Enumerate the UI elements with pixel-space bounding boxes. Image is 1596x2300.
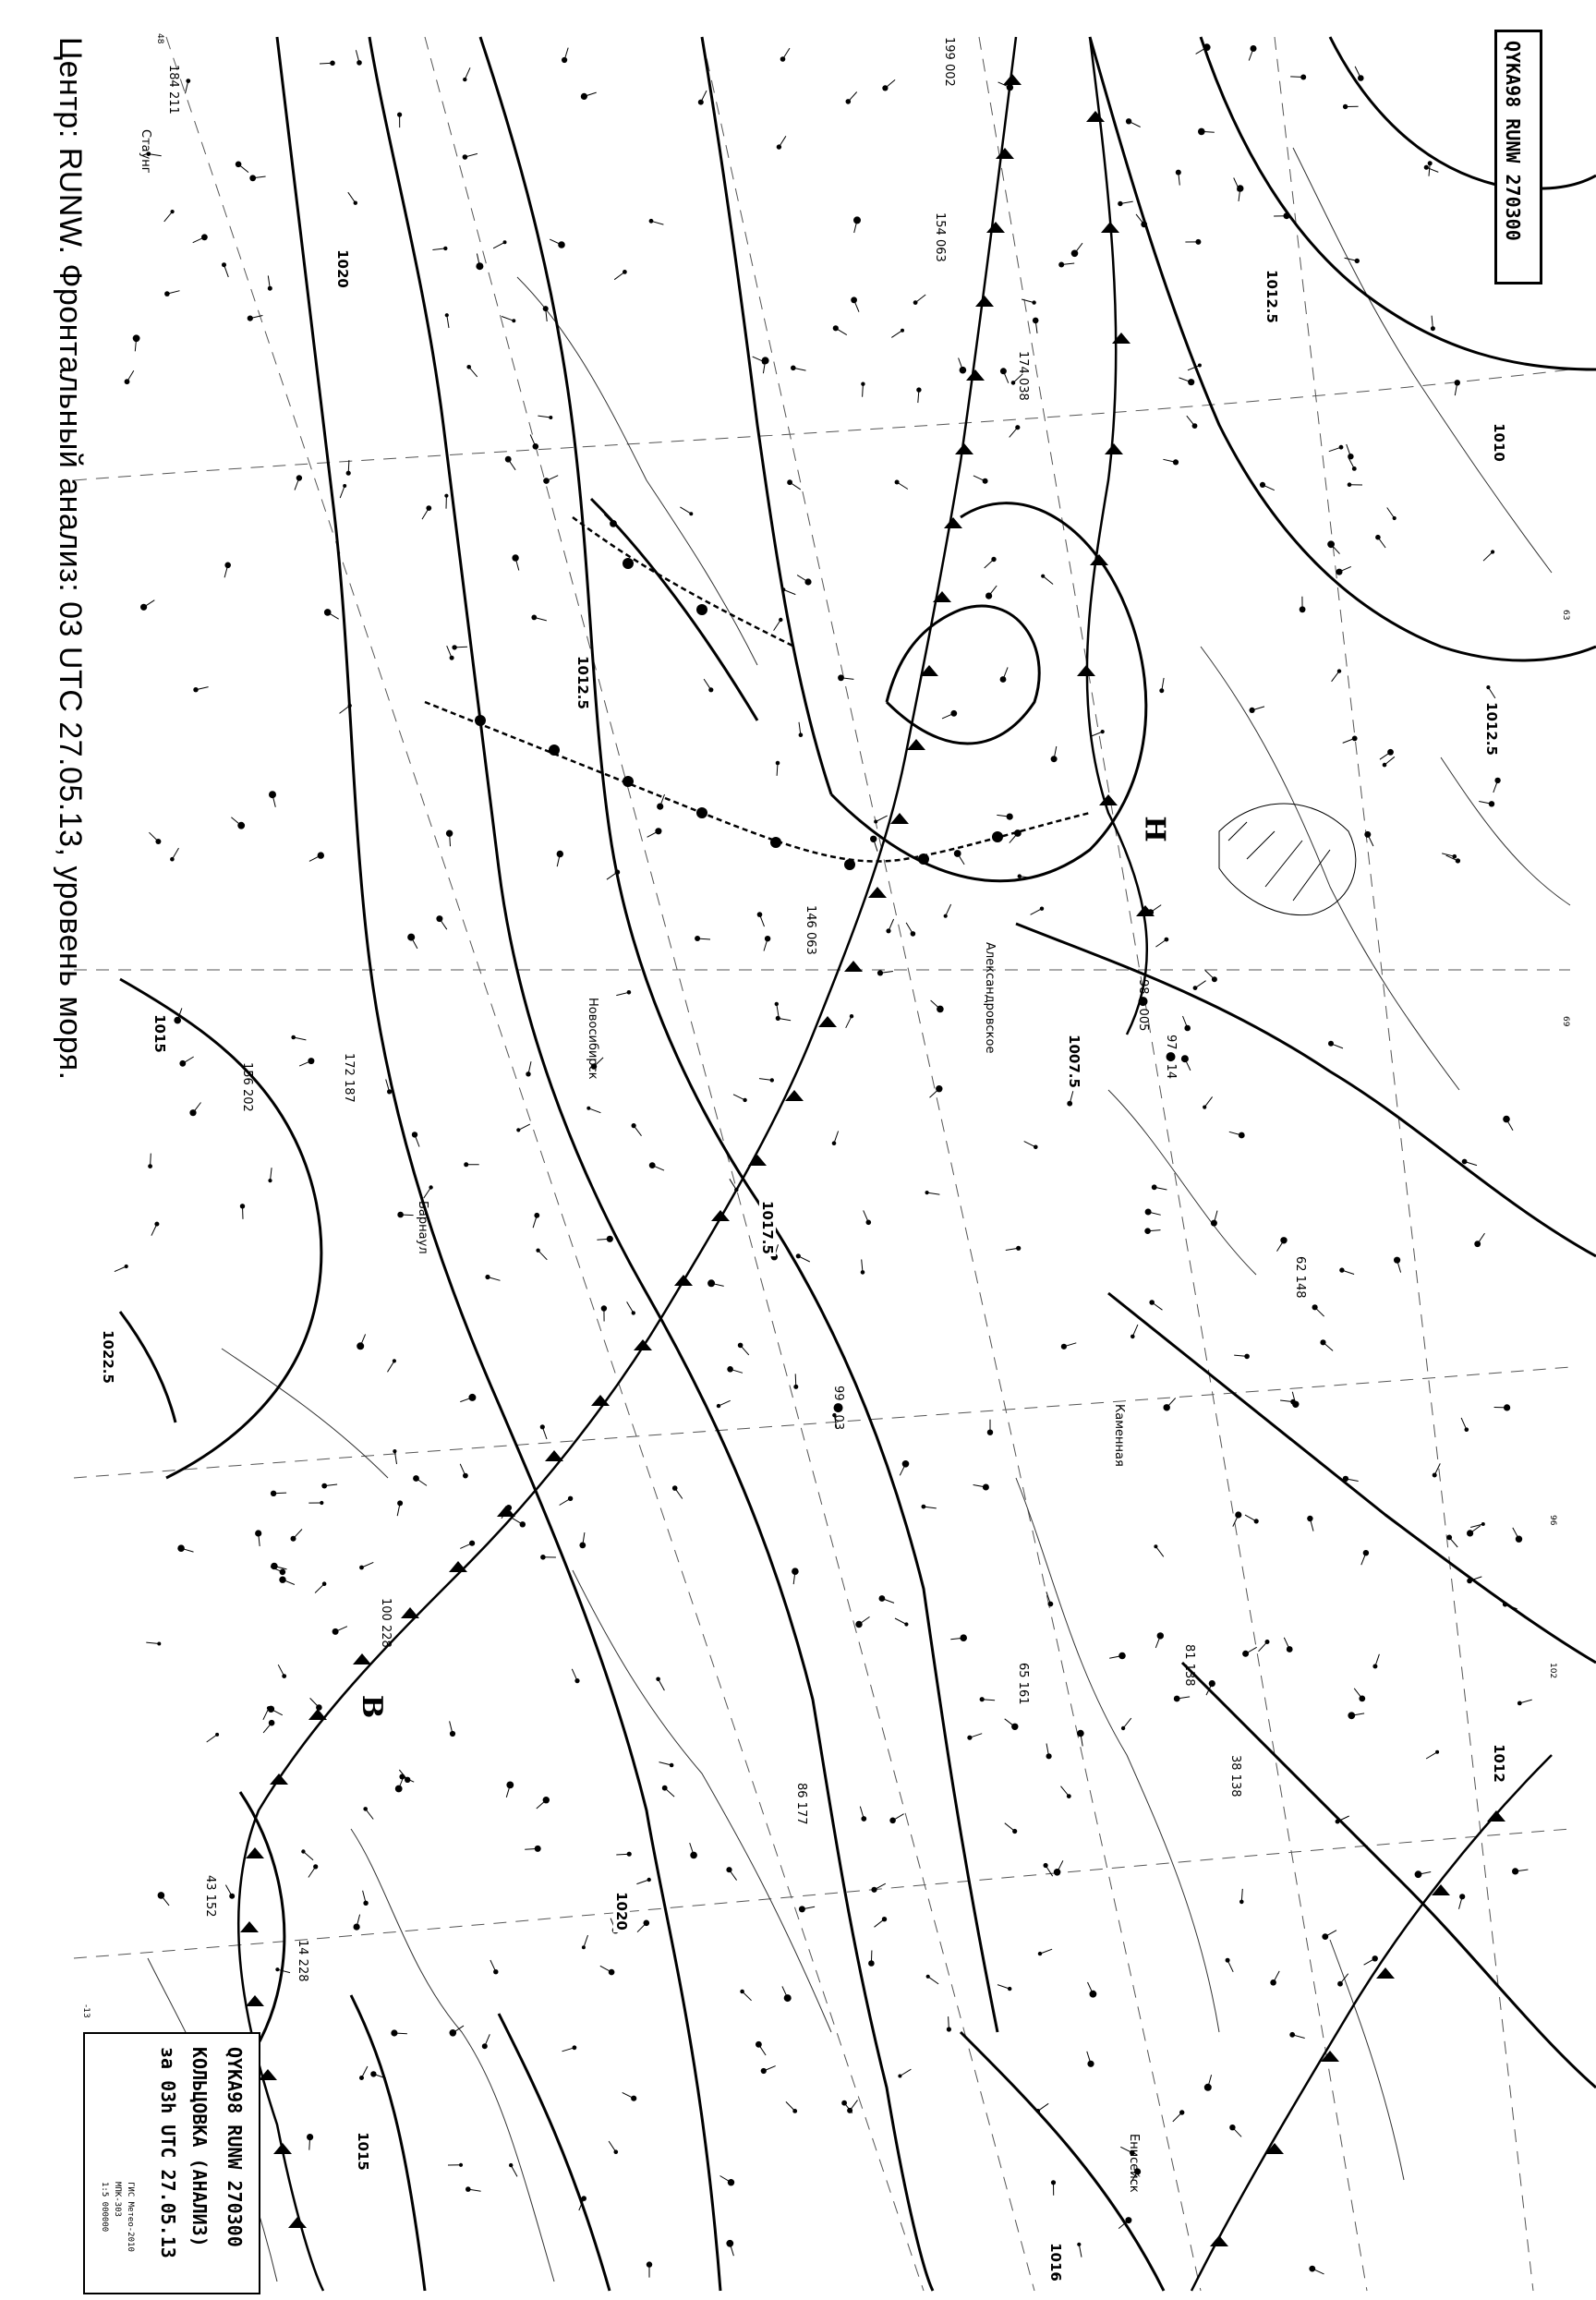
- station-dot: [280, 1569, 286, 1576]
- isobar-label: 1007.5: [1065, 1035, 1082, 1088]
- isobar-label: 1020: [612, 1892, 630, 1931]
- stamp-ref: МПК-303: [113, 2182, 122, 2217]
- station-readout: 172 187: [342, 1053, 356, 1103]
- map-title: Центр: RUNW. Фронтальный анализ: 03 UTC 27.05.13, уровень моря.: [53, 37, 88, 1081]
- station-dot: [463, 78, 466, 81]
- station-dot: [743, 1098, 746, 1102]
- wind-barb: [454, 647, 467, 648]
- station-dot: [140, 604, 147, 611]
- stamp-org: ГИС Метео-2010: [126, 2182, 135, 2252]
- station-readout: 99●03: [831, 1386, 845, 1431]
- stamp-time: за 03h UTC 27.05.13: [157, 2047, 179, 2258]
- station-dot: [1456, 858, 1460, 863]
- stamp-name: КОЛЬЦОВКА (АНАЛИЗ): [188, 2047, 211, 2247]
- station-dot: [632, 1311, 635, 1314]
- station-readout: 100 228: [379, 1598, 393, 1648]
- isobar-label: 1015: [151, 1014, 168, 1053]
- place-name: Енисейск: [1127, 2134, 1141, 2193]
- station-dot: [708, 687, 713, 692]
- place-name: Новосибирск: [586, 998, 599, 1080]
- wind-barb: [273, 1493, 286, 1494]
- station-readout: 43 152: [203, 1875, 217, 1918]
- edge-number: -13: [81, 2004, 91, 2018]
- station-readout: 174 038: [1016, 351, 1030, 401]
- station-dot: [1054, 1869, 1061, 1876]
- wind-barb: [243, 1206, 244, 1219]
- station-readout: 97●14: [1164, 1035, 1178, 1080]
- isobar-label: 1012.5: [1263, 270, 1280, 323]
- isobar-label: 1016: [1046, 2243, 1064, 2282]
- low-pressure-center: Н: [1138, 816, 1171, 842]
- place-name: Барнаул: [416, 1201, 429, 1254]
- isobar-label: 1020: [333, 249, 351, 288]
- map-stamp: [83, 2032, 260, 2294]
- station-dot: [886, 928, 890, 933]
- place-name: Каменная: [1112, 1404, 1126, 1467]
- station-dot: [1090, 1991, 1097, 1998]
- edge-number: 102: [1548, 1663, 1557, 1679]
- station-readout: 62 148: [1293, 1256, 1307, 1299]
- station-readout: 38 138: [1228, 1755, 1242, 1798]
- station-dot: [1007, 84, 1013, 91]
- place-name: Стаунг: [139, 129, 152, 174]
- station-readout: 184 211: [166, 65, 180, 115]
- station-readout: 98●005: [1136, 979, 1150, 1032]
- station-readout: 146 063: [804, 905, 817, 955]
- wind-barb: [320, 63, 332, 64]
- station-dot: [1494, 778, 1500, 783]
- station-dot: [370, 2071, 376, 2076]
- product-code: QYKA98 RUNW 270300: [1502, 41, 1524, 241]
- isobar-label: 1012.5: [574, 656, 591, 709]
- high-pressure-center: В: [356, 1694, 389, 1719]
- wind-barb: [348, 460, 349, 473]
- station-readout: 65 161: [1016, 1663, 1030, 1705]
- isobar-label: 1010: [1490, 423, 1507, 462]
- station-dot: [468, 1394, 476, 1401]
- station-dot: [1503, 1116, 1510, 1123]
- station-readout: 81 138: [1182, 1644, 1196, 1687]
- station-dot: [1270, 1979, 1276, 1986]
- station-dot: [1363, 1550, 1369, 1556]
- wind-barb: [1290, 77, 1303, 78]
- station-dot: [1203, 43, 1211, 51]
- station-readout: 156 202: [240, 1062, 254, 1112]
- stamp-code: QYKA98 RUNW 270300: [224, 2047, 246, 2247]
- wind-barb: [871, 1951, 872, 1964]
- edge-number: 69: [1561, 1016, 1570, 1027]
- wind-barb: [795, 1374, 796, 1386]
- station-dot: [531, 615, 537, 621]
- edge-number: 48: [155, 33, 164, 44]
- isobar-label: 1012: [1490, 1744, 1507, 1783]
- station-readout: 14 228: [296, 1940, 309, 1982]
- edge-number: 63: [1561, 610, 1570, 621]
- station-dot: [505, 456, 512, 463]
- station-readout: 199 002: [942, 37, 956, 87]
- stamp-scale: 1:5 000000: [100, 2182, 109, 2233]
- station-readout: 86 177: [794, 1783, 808, 1825]
- station-dot: [787, 479, 792, 485]
- station-dot: [950, 710, 957, 717]
- isobar-label: 1022.5: [99, 1330, 116, 1384]
- station-dot: [1459, 1894, 1465, 1899]
- station-readout: 154 063: [933, 212, 947, 262]
- station-dot: [944, 914, 948, 918]
- station-dot: [649, 1162, 656, 1168]
- edge-number: 96: [1548, 1515, 1557, 1526]
- isobar-label: 1017.5: [758, 1201, 776, 1254]
- station-dot: [717, 1404, 720, 1408]
- place-name: Александровское: [983, 942, 997, 1054]
- station-dot: [1387, 749, 1394, 756]
- isobar-label: 1015: [354, 2132, 371, 2171]
- wind-barb: [401, 1215, 414, 1216]
- station-dot: [1424, 165, 1429, 170]
- isobar-label: 1012.5: [1482, 702, 1500, 756]
